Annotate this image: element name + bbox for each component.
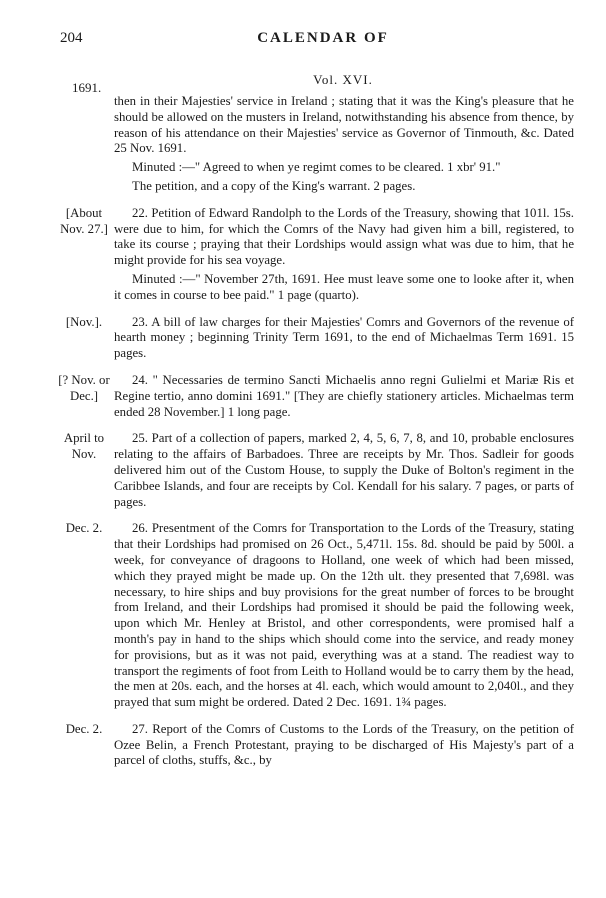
entry-paragraph: 26. Presentment of the Comrs for Transportation to the Lords of the Treasury, stating that their Lordships had promised on 26 Oct., 5,471l. 15s. 8d. should be paid by 500l. a week, for conveyance of dragoons to Holland, one week of which had been missed, which they prayed might be made up. On the 12th ult. they presented that 7,698l. was necessary, to hire ships and buy provisions for the great number of forces to be brought from Ireland, and their Lordships had promised it should be paid the following week, upon which Mr. Henley at Bristol, and other correspondents, were promised half a month's pay in hand to the ships which should come into the service, and ready money for provisions, but as it was not paid, everything was at a stand. The readiest way to transport the regiments of foot from Leith to Holland would be to carry them by the head, the men at 20s. each, and the horses at 4l. each, which would amount to 2,040l., and they prayed that sum might be ordered. Dated 2 Dec. 1691. 1¾ pages. <box>114 521 574 710</box>
entry-note: The petition, and a copy of the King's warrant. 2 pages. <box>132 178 416 193</box>
entry <box>54 315 574 365</box>
entry <box>54 722 574 772</box>
entry <box>54 94 574 198</box>
entry-paragraph: 27. Report of the Comrs of Customs to the Lords of the Treasury, on the petition of Ozee Belin, a French Protestant, praying to be discharged of His Majesty's part of a parcel of cloths, stuffs, &c., by <box>114 721 574 768</box>
entry-minute: Minuted :—" Agreed to when ye regimt comes to be cleared. 1 xbr' 91." <box>132 160 501 175</box>
entry-paragraph: 24. " Necessaries de termino Sancti Michaelis anno regni Gulielmi et Mariæ Ris et Regine tertio, anno domini 1691." [They are chiefly stationery articles. Michaelmas term ended 28 November.] 1 long page. <box>114 372 574 419</box>
entry-date: April to Nov. <box>63 431 105 462</box>
entry-minute: Minuted :—" November 27th, 1691. Hee must leave some one to looke after it, when it comes in course to bee paid." 1 page (quarto). <box>114 271 574 302</box>
running-title: CALENDAR OF <box>257 30 389 46</box>
entry-paragraph: 25. Part of a collection of papers, marked 2, 4, 5, 6, 7, 8, and 10, probable enclosures relating to the affairs of Barbadoes. Three are receipts by Mr. Thos. Sadleir for goods delivered him out of the Custom House, to supply the Duke of Bolton's regiment in the Caribbee Islands, and four are receipts by Col. Kendall for his salary. 7 pages, or parts of pages. <box>114 431 574 509</box>
entries-list <box>54 94 574 780</box>
entry <box>54 521 574 714</box>
volume-label: Vol. XVI. <box>313 72 373 87</box>
entry-date: Dec. 2. <box>65 521 103 536</box>
entry-body <box>114 521 574 714</box>
entry-paragraph: 23. A bill of law charges for their Majesties' Comrs and Governors of the revenue of hearth money ; beginning Trinity Term 1691, to the end of Michaelmas Term 1691. 15 pages. <box>114 314 574 361</box>
year-margin: 1691. <box>72 80 102 95</box>
entry-body <box>114 315 574 365</box>
entry-body <box>114 722 574 772</box>
entry-paragraph: then in their Majesties' service in Ireland ; stating that it was the King's pleasure that he should be allowed on the musters in Ireland, notwithstanding his absence from thence, by reason of his attendance on their Majesties' service as Governor of Tinmouth, &c. Dated 25 Nov. 1691. <box>114 94 574 156</box>
entry-date: [Nov.]. <box>65 314 103 329</box>
entry-body <box>114 206 574 307</box>
entry <box>54 206 574 307</box>
entry-date: [About Nov. 27.] <box>60 205 108 236</box>
entry-date: [? Nov. or Dec.] <box>58 372 110 403</box>
entry-date: Dec. 2. <box>65 721 103 736</box>
entry <box>54 431 574 513</box>
entry-body <box>114 94 574 198</box>
page-number: 204 <box>60 30 83 46</box>
entry-body <box>114 431 574 513</box>
entry-date <box>54 94 114 198</box>
entry <box>54 373 574 423</box>
entry-body <box>114 373 574 423</box>
entry-paragraph: 22. Petition of Edward Randolph to the Lords of the Treasury, showing that 101l. 15s. were due to him, for which the Comrs of the Navy had given him a bill, registered, to take its course ; praying that their Lordships would assign what was due to him, that he might provide for his sea voyage. <box>114 205 574 268</box>
